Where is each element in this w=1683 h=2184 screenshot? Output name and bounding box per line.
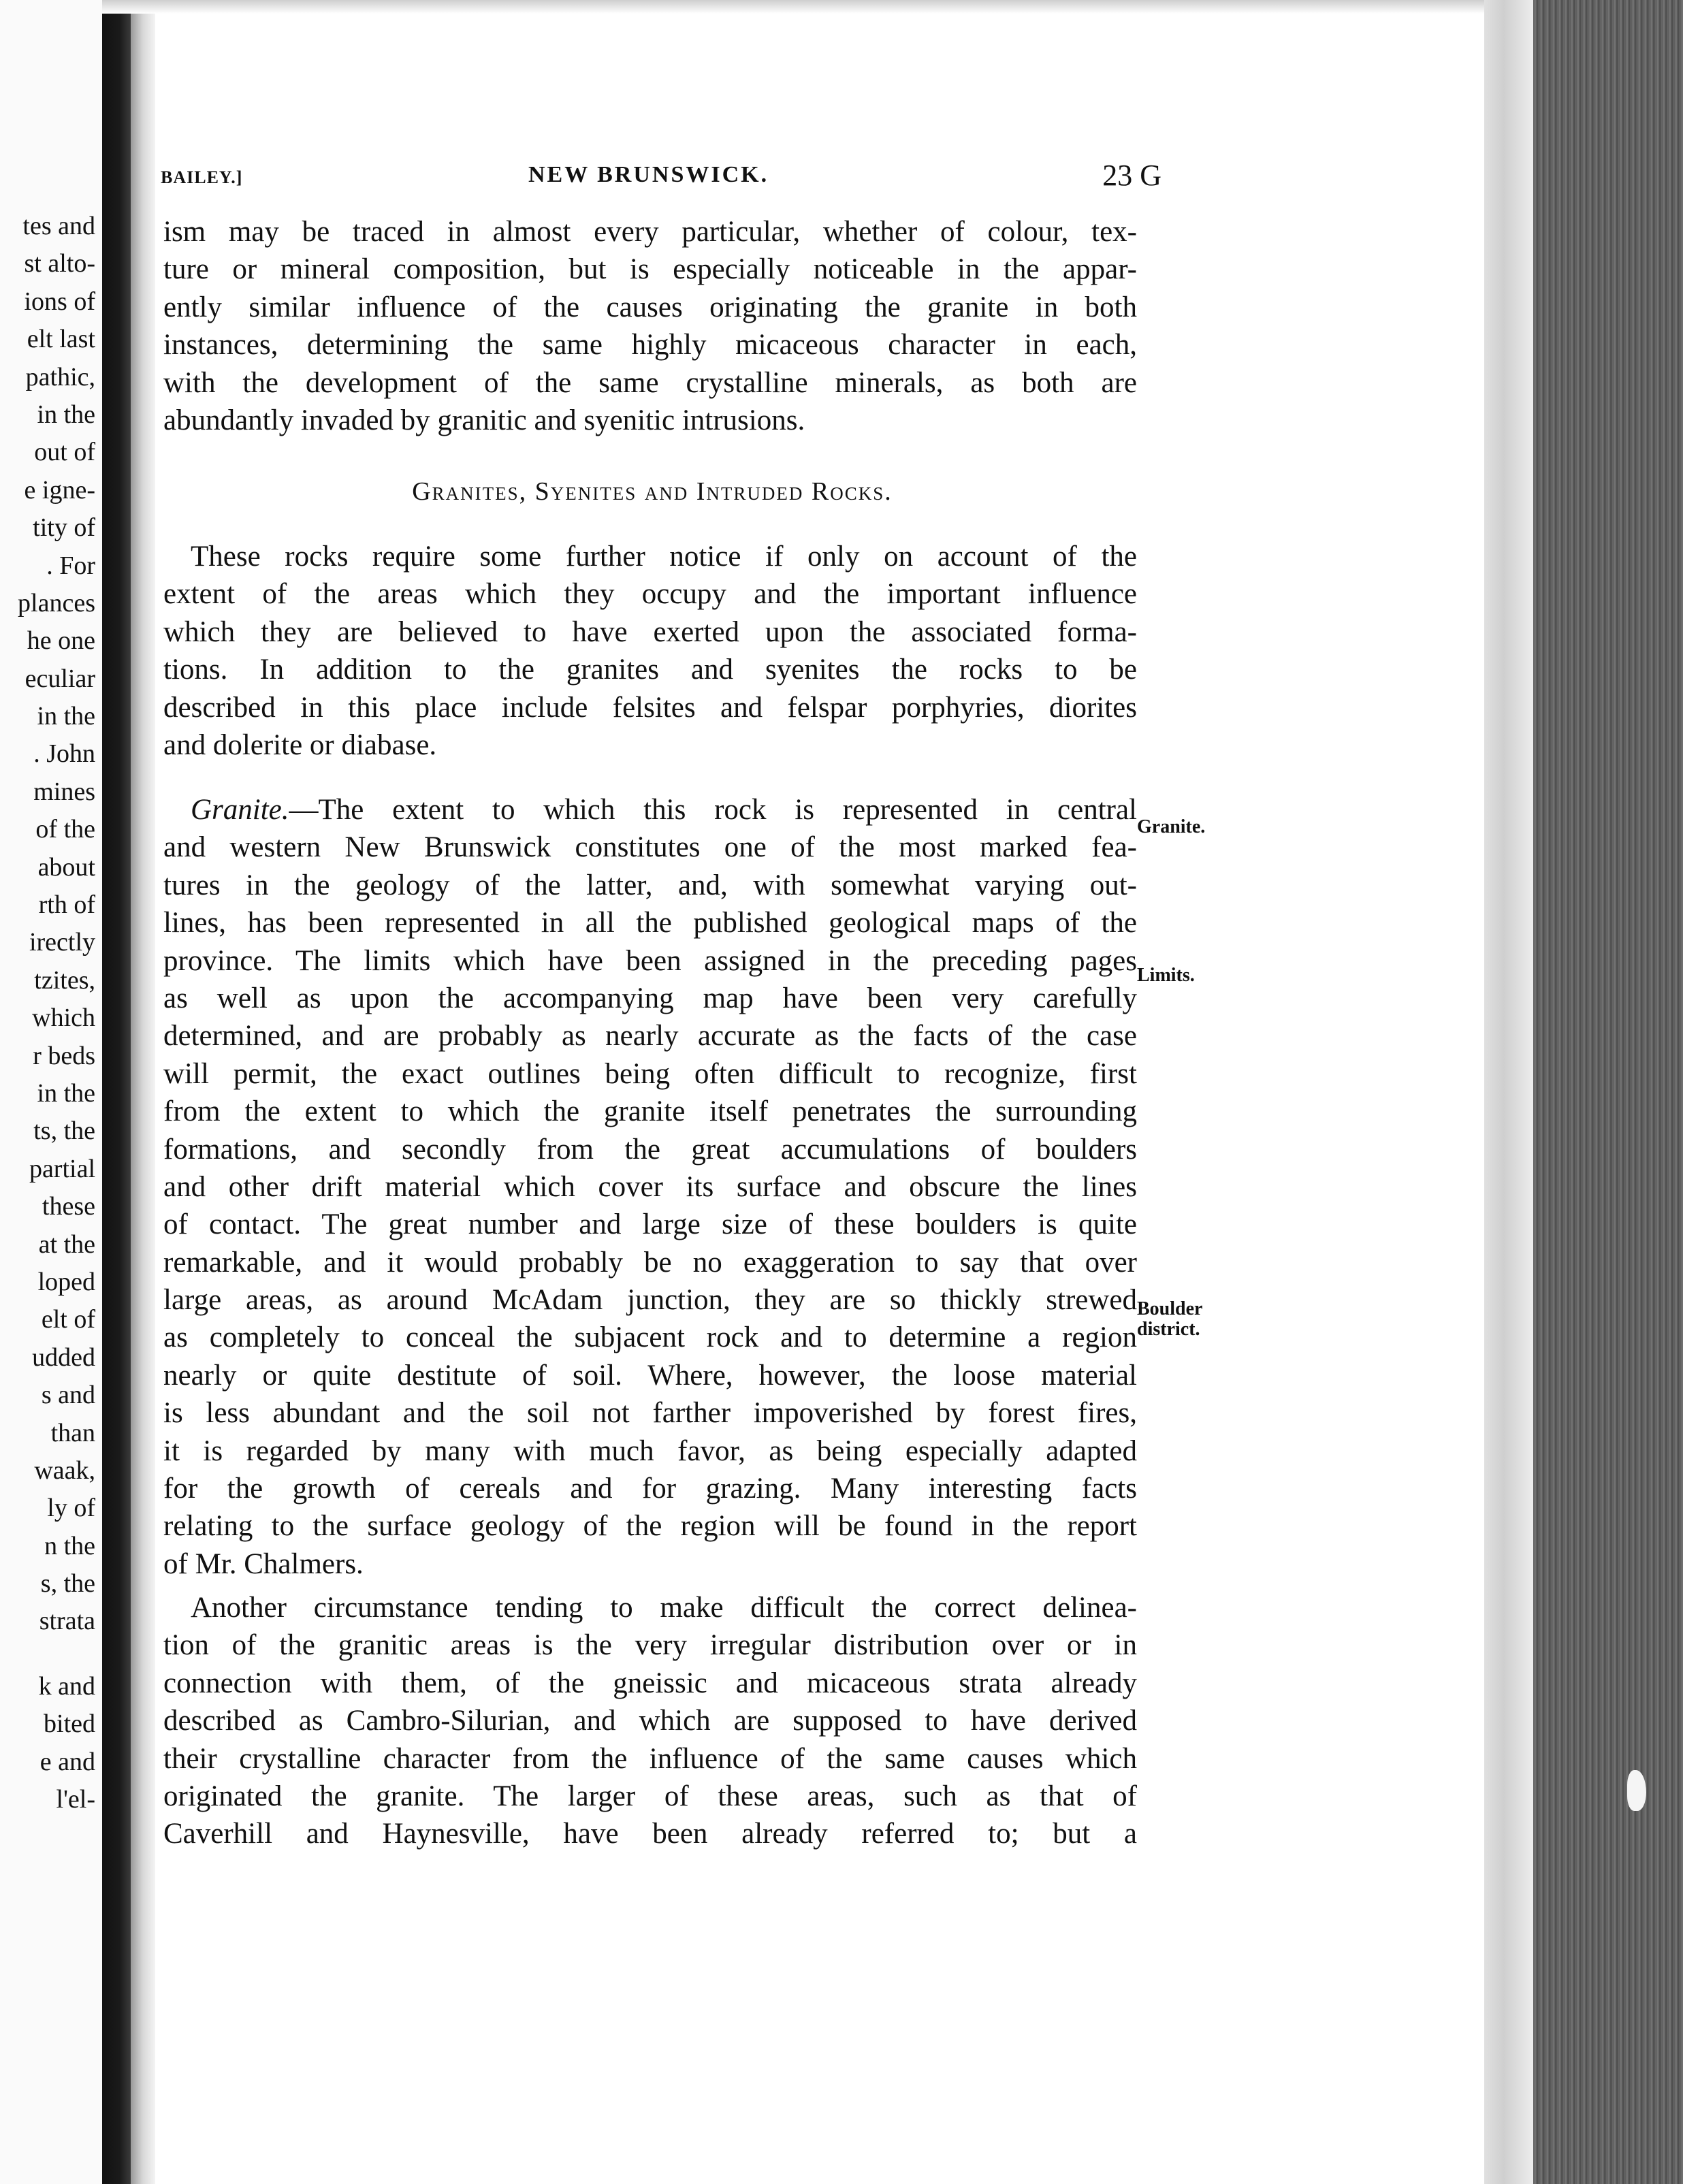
page-title: NEW BRUNSWICK. <box>528 162 769 187</box>
facing-page-line: ts, the <box>33 1117 95 1146</box>
facing-page-line: in the <box>37 1078 95 1108</box>
facing-page-line: pathic, <box>25 362 95 391</box>
text-line: for the growth of cereals and for grazing. Many interesting facts <box>163 1473 1137 1505</box>
text-line: and western New Brunswick constitutes one of the most marked fea- <box>163 831 1137 864</box>
text-line: tions. In addition to the granites and syenites the rocks to be <box>163 654 1137 686</box>
margin-note-line: district. <box>1137 1319 1200 1340</box>
text-line <box>163 791 1137 829</box>
text-line: as completely to conceal the subjacent rock and to determine a region <box>163 1321 1137 1354</box>
facing-page-text <box>0 208 95 1818</box>
book-page <box>155 0 1484 2184</box>
facing-page-line: ly of <box>47 1494 95 1523</box>
facing-page-line: irectly <box>29 928 95 957</box>
text-line: and other drift material which cover its surface and obscure the lines <box>163 1170 1137 1203</box>
text-line: nearly or quite destitute of soil. Where, however, the loose material <box>163 1359 1137 1392</box>
facing-page-line: n the <box>44 1531 95 1560</box>
facing-page-fragment <box>0 0 102 2184</box>
facing-page-line: tes and <box>22 212 95 240</box>
run-in-heading: Granite. <box>191 794 289 826</box>
facing-page-line: eculiar <box>25 664 95 693</box>
text-line: originated the granite. The larger of these areas, such as that of <box>163 1780 1137 1812</box>
text-line: and dolerite or diabase. <box>163 728 437 761</box>
text-line: it is regarded by many with much favor, as being especially adapted <box>163 1434 1137 1467</box>
facing-page-line: waak, <box>34 1456 95 1485</box>
page-edge-light <box>1484 0 1533 2184</box>
text-line: abundantly invaded by granitic and syenitic intrusions. <box>163 404 805 436</box>
text-line: ture or mineral composition, but is especially noticeable in the appar- <box>163 253 1137 286</box>
facing-page-line: plances <box>18 588 95 617</box>
facing-page-line: elt of <box>41 1305 95 1334</box>
facing-page-line: s, the <box>40 1569 95 1599</box>
text-line: ently similar influence of the causes originating the granite in both <box>163 291 1137 323</box>
text-line: relating to the surface geology of the region will be found in the report <box>163 1510 1137 1543</box>
facing-page-line: st alto- <box>24 249 95 278</box>
text-line: formations, and secondly from the great accumulations of boulders <box>163 1133 1137 1166</box>
text-line: connection with them, of the gneissic and micaceous strata already <box>163 1667 1137 1699</box>
text-line: described as Cambro-Silurian, and which are supposed to have derived <box>163 1705 1137 1737</box>
text-line: extent of the areas which they occupy and the important influence <box>163 578 1137 611</box>
text-line: Another circumstance tending to make difficult the correct delinea- <box>191 1592 1137 1624</box>
facing-page-line: k and <box>38 1671 95 1701</box>
margin-note-limits: Limits. <box>1137 965 1195 986</box>
facing-page-line: loped <box>37 1267 95 1296</box>
margin-note-line: Boulder <box>1137 1298 1203 1319</box>
text-line: These rocks require some further notice if only on account of the <box>191 541 1137 573</box>
margin-note-granite: Granite. <box>1137 816 1206 837</box>
facing-page-line: rth of <box>38 890 95 920</box>
facing-page-line: of the <box>35 815 95 844</box>
text-line-rest: —The extent to which this rock is represented in central <box>289 794 1137 826</box>
text-line: of Mr. Chalmers. <box>163 1547 364 1580</box>
text-line: which they are believed to have exerted upon the associated forma- <box>163 615 1137 648</box>
text-line: lines, has been represented in all the published geological maps of the <box>163 907 1137 940</box>
paragraph-granite <box>163 791 1137 1583</box>
text-line: tion of the granitic areas is the very irregular distribution over or in <box>163 1629 1137 1662</box>
text-line: will permit, the exact outlines being often difficult to recognize, first <box>163 1057 1137 1090</box>
paragraph-intro-rocks <box>163 538 1137 764</box>
text-line: ism may be traced in almost every particular, whether of colour, tex- <box>163 216 1137 248</box>
author-tag: BAILEY.] <box>161 167 243 187</box>
facing-page-line: elt last <box>27 325 95 354</box>
facing-page-line: l'el- <box>56 1785 95 1814</box>
facing-page-line: in the <box>37 702 95 731</box>
page-gutter <box>131 0 155 2184</box>
facing-page-line: udded <box>32 1343 95 1372</box>
facing-page-line: ions of <box>24 287 95 316</box>
facing-page-line: tity of <box>33 513 95 543</box>
facing-page-line: these <box>42 1192 95 1221</box>
facing-page-line: s and <box>41 1381 95 1410</box>
facing-page-line: partial <box>29 1154 95 1183</box>
running-head <box>161 159 1161 196</box>
text-line: of contact. The great number and large size of these boulders is quite <box>163 1208 1137 1241</box>
text-line: their crystalline character from the influence of the same causes which <box>163 1742 1137 1775</box>
facing-page-line: bited <box>44 1709 95 1739</box>
facing-page-gap <box>0 1641 95 1668</box>
page-edge-stack <box>1533 0 1683 2184</box>
text-line: tures in the geology of the latter, and, with somewhat varying out- <box>163 869 1137 901</box>
section-heading: Granites, Syenites and Intruded Rocks. <box>412 477 893 506</box>
facing-page-line: . John <box>33 739 95 769</box>
text-line: with the development of the same crystalline minerals, as both are <box>163 366 1137 399</box>
facing-page-line: r beds <box>33 1041 95 1070</box>
facing-page-line: strata <box>39 1607 95 1636</box>
text-line: remarkable, and it would probably be no exaggeration to say that over <box>163 1246 1137 1279</box>
facing-page-line: about <box>37 852 95 882</box>
text-line: is less abundant and the soil not farther impoverished by forest fires, <box>163 1397 1137 1430</box>
text-line: from the extent to which the granite itself penetrates the surrounding <box>163 1095 1137 1128</box>
facing-page-line: in the <box>37 400 95 429</box>
text-line: large areas, as around McAdam junction, they are so thickly strewed <box>163 1284 1137 1317</box>
text-line: province. The limits which have been assigned in the preceding pages <box>163 944 1137 977</box>
margin-note-boulder-district <box>1137 1299 1202 1340</box>
text-line: Caverhill and Haynesville, have been already referred to; but a <box>163 1818 1137 1850</box>
paragraph-irregular-distribution <box>163 1589 1137 1853</box>
text-line: determined, and are probably as nearly accurate as the facts of the case <box>163 1020 1137 1053</box>
text-line: described in this place include felsites and felspar porphyries, diorites <box>163 691 1137 724</box>
facing-page-line: e and <box>39 1747 95 1776</box>
facing-page-line: out of <box>34 438 95 467</box>
facing-page-line: he one <box>27 626 95 656</box>
facing-page-line: which <box>32 1003 95 1033</box>
paragraph-continuation <box>163 213 1137 439</box>
book-spine-shadow <box>102 0 131 2184</box>
text-line: instances, determining the same highly micaceous character in each, <box>163 329 1137 362</box>
facing-page-line: . For <box>46 551 95 580</box>
facing-page-line: at the <box>38 1230 95 1259</box>
facing-page-line: tzites, <box>34 965 95 995</box>
text-line: as well as upon the accompanying map have been very carefully <box>163 982 1137 1014</box>
page-number: 23 G <box>1102 159 1161 192</box>
facing-page-line: e igne- <box>24 475 95 504</box>
facing-page-line: than <box>50 1418 95 1447</box>
facing-page-line: mines <box>33 777 95 806</box>
